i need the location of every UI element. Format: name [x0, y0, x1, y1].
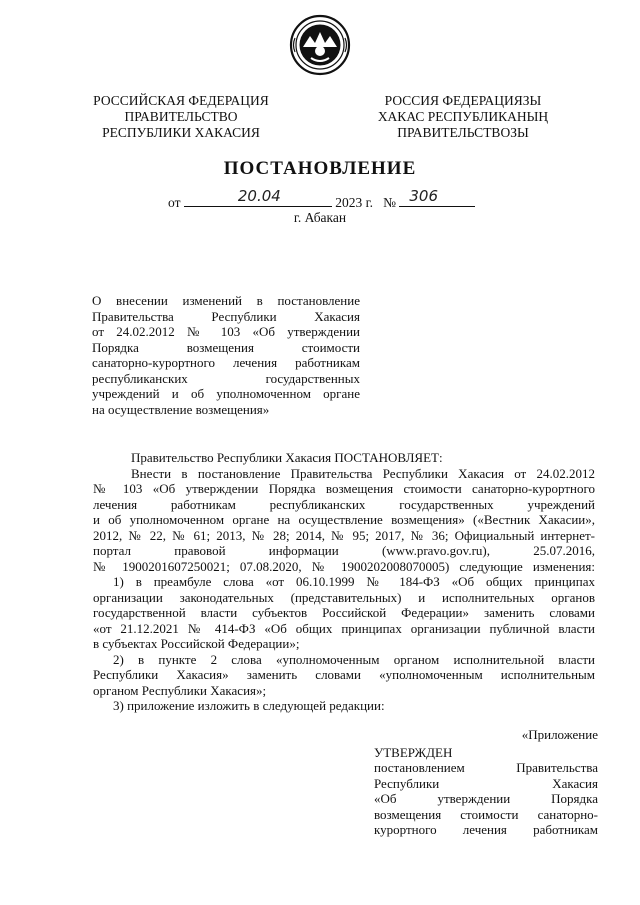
appendix-label: «Приложение: [521, 727, 598, 742]
appendix-line: постановлением Правительства: [374, 760, 598, 775]
date-number-line: [168, 187, 475, 211]
body-line: организации законодательных (представительных) и исполнительных органов: [93, 589, 595, 605]
subject-line: республиканских государственных: [92, 370, 360, 386]
body-line: 1) в преамбуле слова «от 06.10.1999 № 184-ФЗ «Об общих принципах: [113, 574, 595, 589]
subject-line: О внесении изменений в постановление: [92, 293, 360, 308]
body-line: № 1900201607250021; 07.08.2020, № 1900202008070005) следующие изменения:: [93, 558, 595, 574]
city-label: г. Абакан: [293, 210, 347, 225]
number-field: [399, 187, 475, 207]
body-line: Внести в постановление Правительства Республики Хакасия от 24.02.2012: [131, 465, 595, 481]
approved-label: УТВЕРЖДЕН: [374, 744, 453, 760]
number-sign: №: [383, 195, 397, 210]
header-right-line: ХАКАС РЕСПУБЛИКАНЫҢ: [377, 109, 549, 124]
body-line: Республики Хакасия» заменить словами «уполномоченным исполнительным: [93, 667, 595, 682]
header-right-line: ПРАВИТЕЛЬСТВОЗЫ: [397, 125, 529, 140]
subject-line: Правительства Республики Хакасия: [92, 308, 360, 324]
body-line: органом Республики Хакасия»;: [93, 682, 267, 698]
header-left-line: ПРАВИТЕЛЬСТВО: [124, 109, 238, 124]
body-line: 2) в пункте 2 слова «уполномоченным органом исполнительной власти: [113, 651, 595, 667]
subject-line: санаторно-курортного лечения работникам: [92, 355, 360, 370]
resolution-body: [93, 450, 595, 714]
body-line: в субъектах Российской Федерации»;: [93, 636, 300, 651]
subject-line: на осуществление возмещения»: [92, 401, 270, 417]
body-line: 3) приложение изложить в следующей редакции:: [113, 698, 385, 713]
appendix-block: [374, 727, 598, 838]
header-left-line: РОССИЙСКАЯ ФЕДЕРАЦИЯ: [93, 93, 269, 108]
header-left-line: РЕСПУБЛИКИ ХАКАСИЯ: [102, 125, 260, 140]
appendix-line: возмещения стоимости санаторно-: [374, 806, 598, 822]
body-line: и об уполномоченном органе на осуществление возмещения» («Вестник Хакасии»,: [93, 512, 595, 527]
body-line: государственной власти субъектов Российской Федерации» заменить словами: [93, 605, 595, 620]
body-line: лечения работникам республиканских государственных учреждений: [93, 496, 595, 512]
body-line: № 103 «Об утверждении Порядка возмещения стоимости санаторно-курортного: [93, 481, 595, 496]
year-label: 2023 г.: [335, 195, 373, 210]
subject-line: учреждений и об уполномоченном органе: [92, 386, 360, 401]
subject-line: Порядка возмещения стоимости: [92, 339, 360, 355]
header-right: [358, 93, 568, 141]
date-prefix: от: [168, 195, 181, 210]
subject-line: от 24.02.2012 № 103 «Об утверждении: [92, 324, 360, 339]
appendix-line: Республики Хакасия: [374, 775, 598, 791]
body-line: «от 21.12.2021 № 414-ФЗ «Об общих принципах организации публичной власти: [93, 620, 595, 636]
body-line: 2012, № 22, № 61; 2013, № 28; 2014, № 95; 2017, № 36; Официальный интернет-: [93, 527, 595, 543]
subject-block: [92, 293, 360, 417]
handwritten-date: 20.04: [237, 187, 281, 205]
handwritten-number: 306: [409, 187, 439, 205]
header-right-line: РОССИЯ ФЕДЕРАЦИЯЗЫ: [384, 93, 542, 108]
document-title: ПОСТАНОВЛЕНИЕ: [223, 158, 417, 179]
appendix-line: курортного лечения работникам: [374, 822, 598, 837]
date-field: [184, 187, 332, 207]
coat-of-arms-emblem: [289, 14, 351, 76]
appendix-line: «Об утверждении Порядка: [374, 791, 598, 806]
header-left: [86, 93, 276, 141]
body-line: Правительство Республики Хакасия ПОСТАНОВЛЯЕТ:: [131, 450, 443, 465]
body-line: портал правовой информации (www.pravo.gov.ru), 25.07.2016,: [93, 543, 595, 558]
